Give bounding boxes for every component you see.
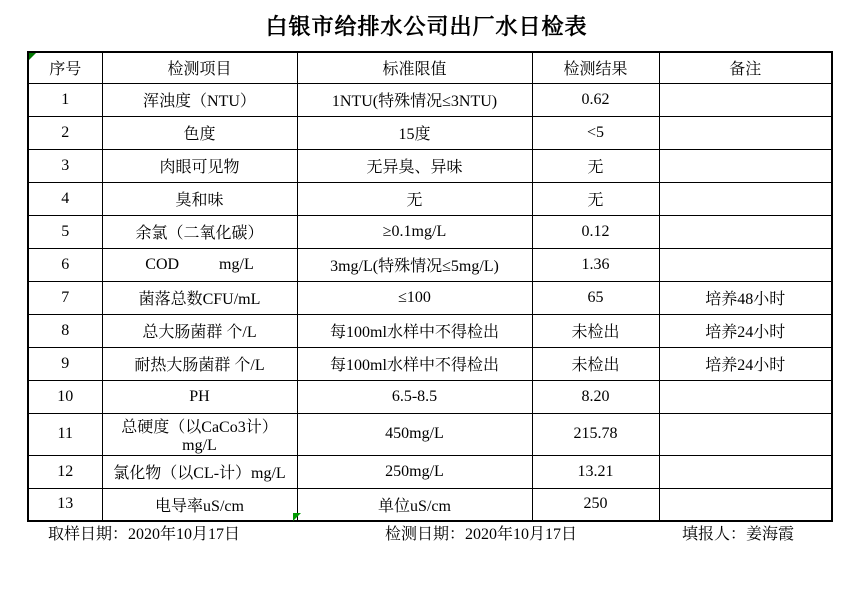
cell-remark (659, 149, 832, 182)
header-result: 检测结果 (532, 52, 659, 83)
cell-limit: ≤100 (297, 281, 532, 314)
cell-result: 65 (532, 281, 659, 314)
cell-no: 4 (28, 182, 102, 215)
cell-result: 0.62 (532, 83, 659, 116)
cell-item: 总硬度（以CaCo3计）mg/L (102, 413, 297, 455)
header-item: 检测项目 (102, 52, 297, 83)
table-row (28, 281, 832, 314)
cell-remark (659, 182, 832, 215)
table-row (28, 347, 832, 380)
inspection-table (27, 51, 833, 522)
cell-result: 未检出 (532, 347, 659, 380)
table-row (28, 149, 832, 182)
cell-limit: 15度 (297, 116, 532, 149)
cell-item: 肉眼可见物 (102, 149, 297, 182)
cell-item: 浑浊度（NTU） (102, 83, 297, 116)
cell-item: PH (102, 380, 297, 413)
cell-result: 1.36 (532, 248, 659, 281)
cell-limit: 无 (297, 182, 532, 215)
cell-item: 余氯（二氧化碳） (102, 215, 297, 248)
cell-limit: 250mg/L (297, 455, 532, 488)
cell-result: 无 (532, 182, 659, 215)
cell-item: 菌落总数CFU/mL (102, 281, 297, 314)
cell-limit: 无异臭、异味 (297, 149, 532, 182)
cell-limit: 450mg/L (297, 413, 532, 455)
cell-no: 13 (28, 488, 102, 521)
cell-no: 6 (28, 248, 102, 281)
cell-limit: ≥0.1mg/L (297, 215, 532, 248)
table-row (28, 116, 832, 149)
cell-no: 7 (28, 281, 102, 314)
table-row (28, 248, 832, 281)
table-row (28, 182, 832, 215)
cell-no: 11 (28, 413, 102, 455)
cell-result: 无 (532, 149, 659, 182)
cell-result: <5 (532, 116, 659, 149)
cell-result: 未检出 (532, 314, 659, 347)
cell-limit: 3mg/L(特殊情况≤5mg/L) (297, 248, 532, 281)
cell-no: 9 (28, 347, 102, 380)
cell-no: 1 (28, 83, 102, 116)
table-row (28, 380, 832, 413)
header-remark: 备注 (659, 52, 832, 83)
cell-result: 215.78 (532, 413, 659, 455)
cell-item: 臭和味 (102, 182, 297, 215)
cell-limit: 单位uS/cm (297, 488, 532, 521)
table-row (28, 83, 832, 116)
cell-item: 色度 (102, 116, 297, 149)
cell-no: 12 (28, 455, 102, 488)
header-no-label: 序号 (49, 61, 82, 79)
page-title: 白银市给排水公司出厂水日检表 (265, 14, 588, 39)
table-row (28, 215, 832, 248)
table-row (28, 413, 832, 455)
table-header-row (28, 52, 832, 83)
cell-no: 10 (28, 380, 102, 413)
cell-item: COD mg/L (102, 248, 297, 281)
table-row (28, 314, 832, 347)
sampling-date: 取样日期：2020年10月17日 (48, 526, 241, 543)
cell-item: 氯化物（以CL-计）mg/L (102, 455, 297, 488)
cell-remark (659, 413, 832, 455)
cell-no: 2 (28, 116, 102, 149)
reporter-name: 填报人：姜海霞 (682, 526, 795, 543)
cell-result: 250 (532, 488, 659, 521)
cell-remark (659, 488, 832, 521)
cell-limit: 每100ml水样中不得检出 (297, 314, 532, 347)
cell-result: 8.20 (532, 380, 659, 413)
header-no (28, 52, 102, 83)
cell-remark: 培养48小时 (659, 281, 832, 314)
cell-remark (659, 116, 832, 149)
cell-limit: 每100ml水样中不得检出 (297, 347, 532, 380)
testing-date: 检测日期：2020年10月17日 (385, 526, 578, 543)
cell-remark (659, 380, 832, 413)
cell-item: 电导率uS/cm (102, 488, 297, 521)
cell-limit: 6.5-8.5 (297, 380, 532, 413)
cell-remark (659, 248, 832, 281)
green-arrow-marker-icon (293, 513, 301, 521)
cell-no: 3 (28, 149, 102, 182)
cell-remark (659, 455, 832, 488)
header-limit: 标准限值 (297, 52, 532, 83)
cell-limit: 1NTU(特殊情况≤3NTU) (297, 83, 532, 116)
cell-no: 5 (28, 215, 102, 248)
cell-remark: 培养24小时 (659, 314, 832, 347)
cell-no: 8 (28, 314, 102, 347)
table-row (28, 488, 832, 521)
cell-result: 0.12 (532, 215, 659, 248)
cell-item: 总大肠菌群 个/L (102, 314, 297, 347)
table-row (28, 455, 832, 488)
cell-remark: 培养24小时 (659, 347, 832, 380)
cell-result: 13.21 (532, 455, 659, 488)
cell-corner-marker-icon (29, 53, 36, 60)
cell-remark (659, 83, 832, 116)
cell-remark (659, 215, 832, 248)
cell-item: 耐热大肠菌群 个/L (102, 347, 297, 380)
